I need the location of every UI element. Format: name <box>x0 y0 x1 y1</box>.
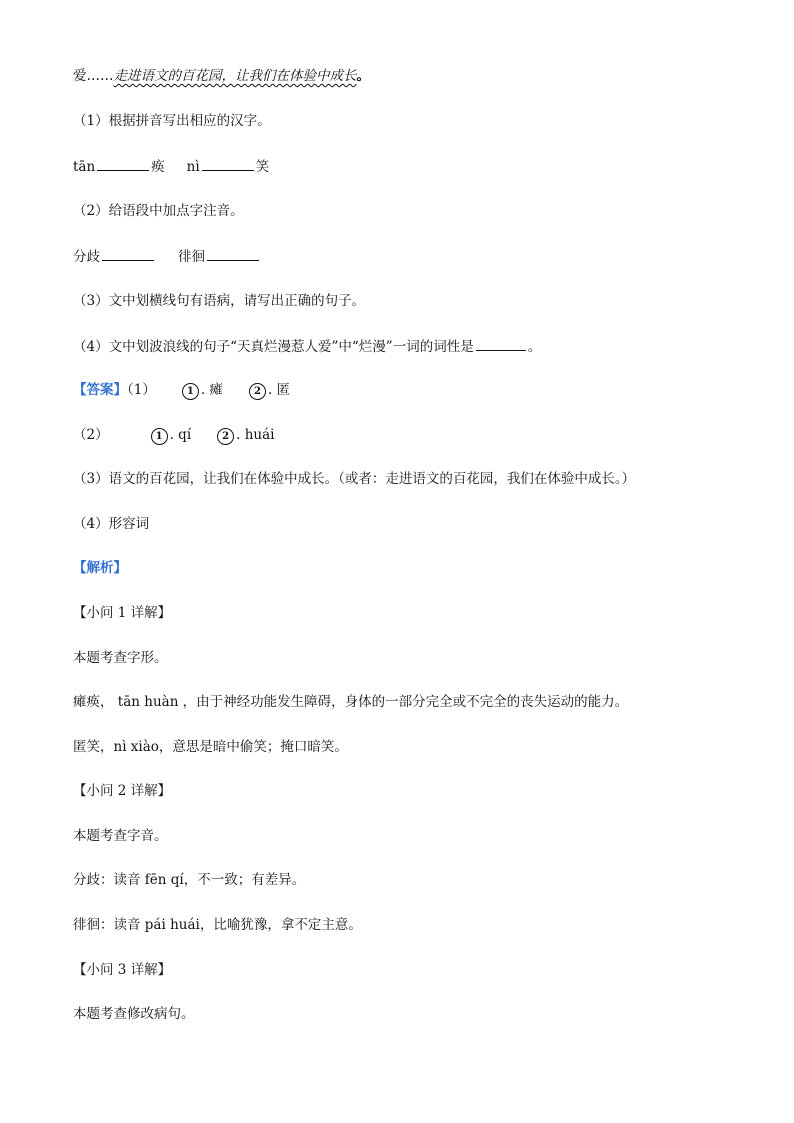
question-3: （3）文中划横线句有语病，请写出正确的句子。 <box>73 293 366 309</box>
q1-item-2-blank[interactable] <box>202 156 254 171</box>
answer-1-item-2: . 匿 <box>267 382 291 398</box>
sub-question-2-line-2: 徘徊：读音 pái huái，比喻犹豫，拿不定主意。 <box>73 917 362 933</box>
circled-number-2: 2 <box>217 428 234 445</box>
sub-question-1-line-1: 瘫痪， tān huàn ，由于神经功能发生障碍，身体的一部分完全或不完全的丧失运动的能力。 <box>73 694 629 710</box>
question-1-items <box>73 156 754 177</box>
circled-number-1: 1 <box>151 428 168 445</box>
q2-item-1-word: 分歧 <box>73 249 100 265</box>
circled-number-1: 1 <box>182 383 199 400</box>
q1-item-1-pinyin: tān <box>73 159 96 175</box>
answer-2-num: （2） <box>73 427 109 443</box>
q4-blank[interactable] <box>476 336 526 351</box>
circled-number-2: 2 <box>249 383 266 400</box>
passage-tail-line <box>73 66 754 86</box>
sub-question-1-line-2: 匿笑，nì xiào，意思是暗中偷笑；掩口暗笑。 <box>73 739 348 755</box>
q2-item-2-blank[interactable] <box>207 246 259 261</box>
answer-3: （3）语文的百花园，让我们在体验中成长。（或者：走进语文的百花园，我们在体验中成长。） <box>73 471 636 487</box>
q1-item-1-char: 痪 <box>151 159 165 175</box>
question-4-text: （4）文中划波浪线的句子“天真烂漫惹人爱”中“烂漫”一词的词性是 <box>73 339 474 355</box>
answer-label: 【答案】 <box>73 382 127 398</box>
q2-item-1-blank[interactable] <box>102 246 154 261</box>
q1-item-2-pinyin: nì <box>186 159 200 175</box>
passage-prefix: 爱…… <box>73 68 114 84</box>
wavy-underlined-sentence: 走进语文的百花园，让我们在体验中成长 <box>113 68 357 84</box>
answer-1-num: （1） <box>127 382 156 398</box>
q1-item-2-char: 笑 <box>255 159 270 175</box>
sub-question-2-intro: 本题考查字音。 <box>73 828 168 844</box>
sub-question-1-title: 【小问 1 详解】 <box>73 605 172 621</box>
q1-item-1-blank[interactable] <box>97 156 149 171</box>
answer-1-item-1: . 瘫 <box>200 382 223 398</box>
sub-question-2-line-1: 分歧：读音 fēn qí，不一致；有差异。 <box>73 872 306 888</box>
answer-2 <box>73 425 754 445</box>
answer-1 <box>73 380 754 400</box>
q2-item-2-word: 徘徊 <box>178 249 205 265</box>
sub-question-2-title: 【小问 2 详解】 <box>73 783 172 799</box>
question-2: （2）给语段中加点字注音。 <box>73 203 244 219</box>
question-4 <box>73 336 754 357</box>
question-2-items <box>73 246 754 267</box>
answer-2-item-1: . qí <box>169 427 192 443</box>
answer-2-item-2: . huái <box>236 427 275 443</box>
question-1: （1）根据拼音写出相应的汉字。 <box>73 113 271 129</box>
sub-question-3-intro: 本题考查修改病句。 <box>73 1006 195 1022</box>
question-4-suffix: 。 <box>527 339 542 355</box>
sub-question-3-title: 【小问 3 详解】 <box>73 962 172 978</box>
answer-4: （4）形容词 <box>73 516 150 532</box>
analysis-label: 【解析】 <box>73 560 127 576</box>
passage-suffix: 。 <box>356 68 370 84</box>
sub-question-1-intro: 本题考查字形。 <box>73 650 168 666</box>
